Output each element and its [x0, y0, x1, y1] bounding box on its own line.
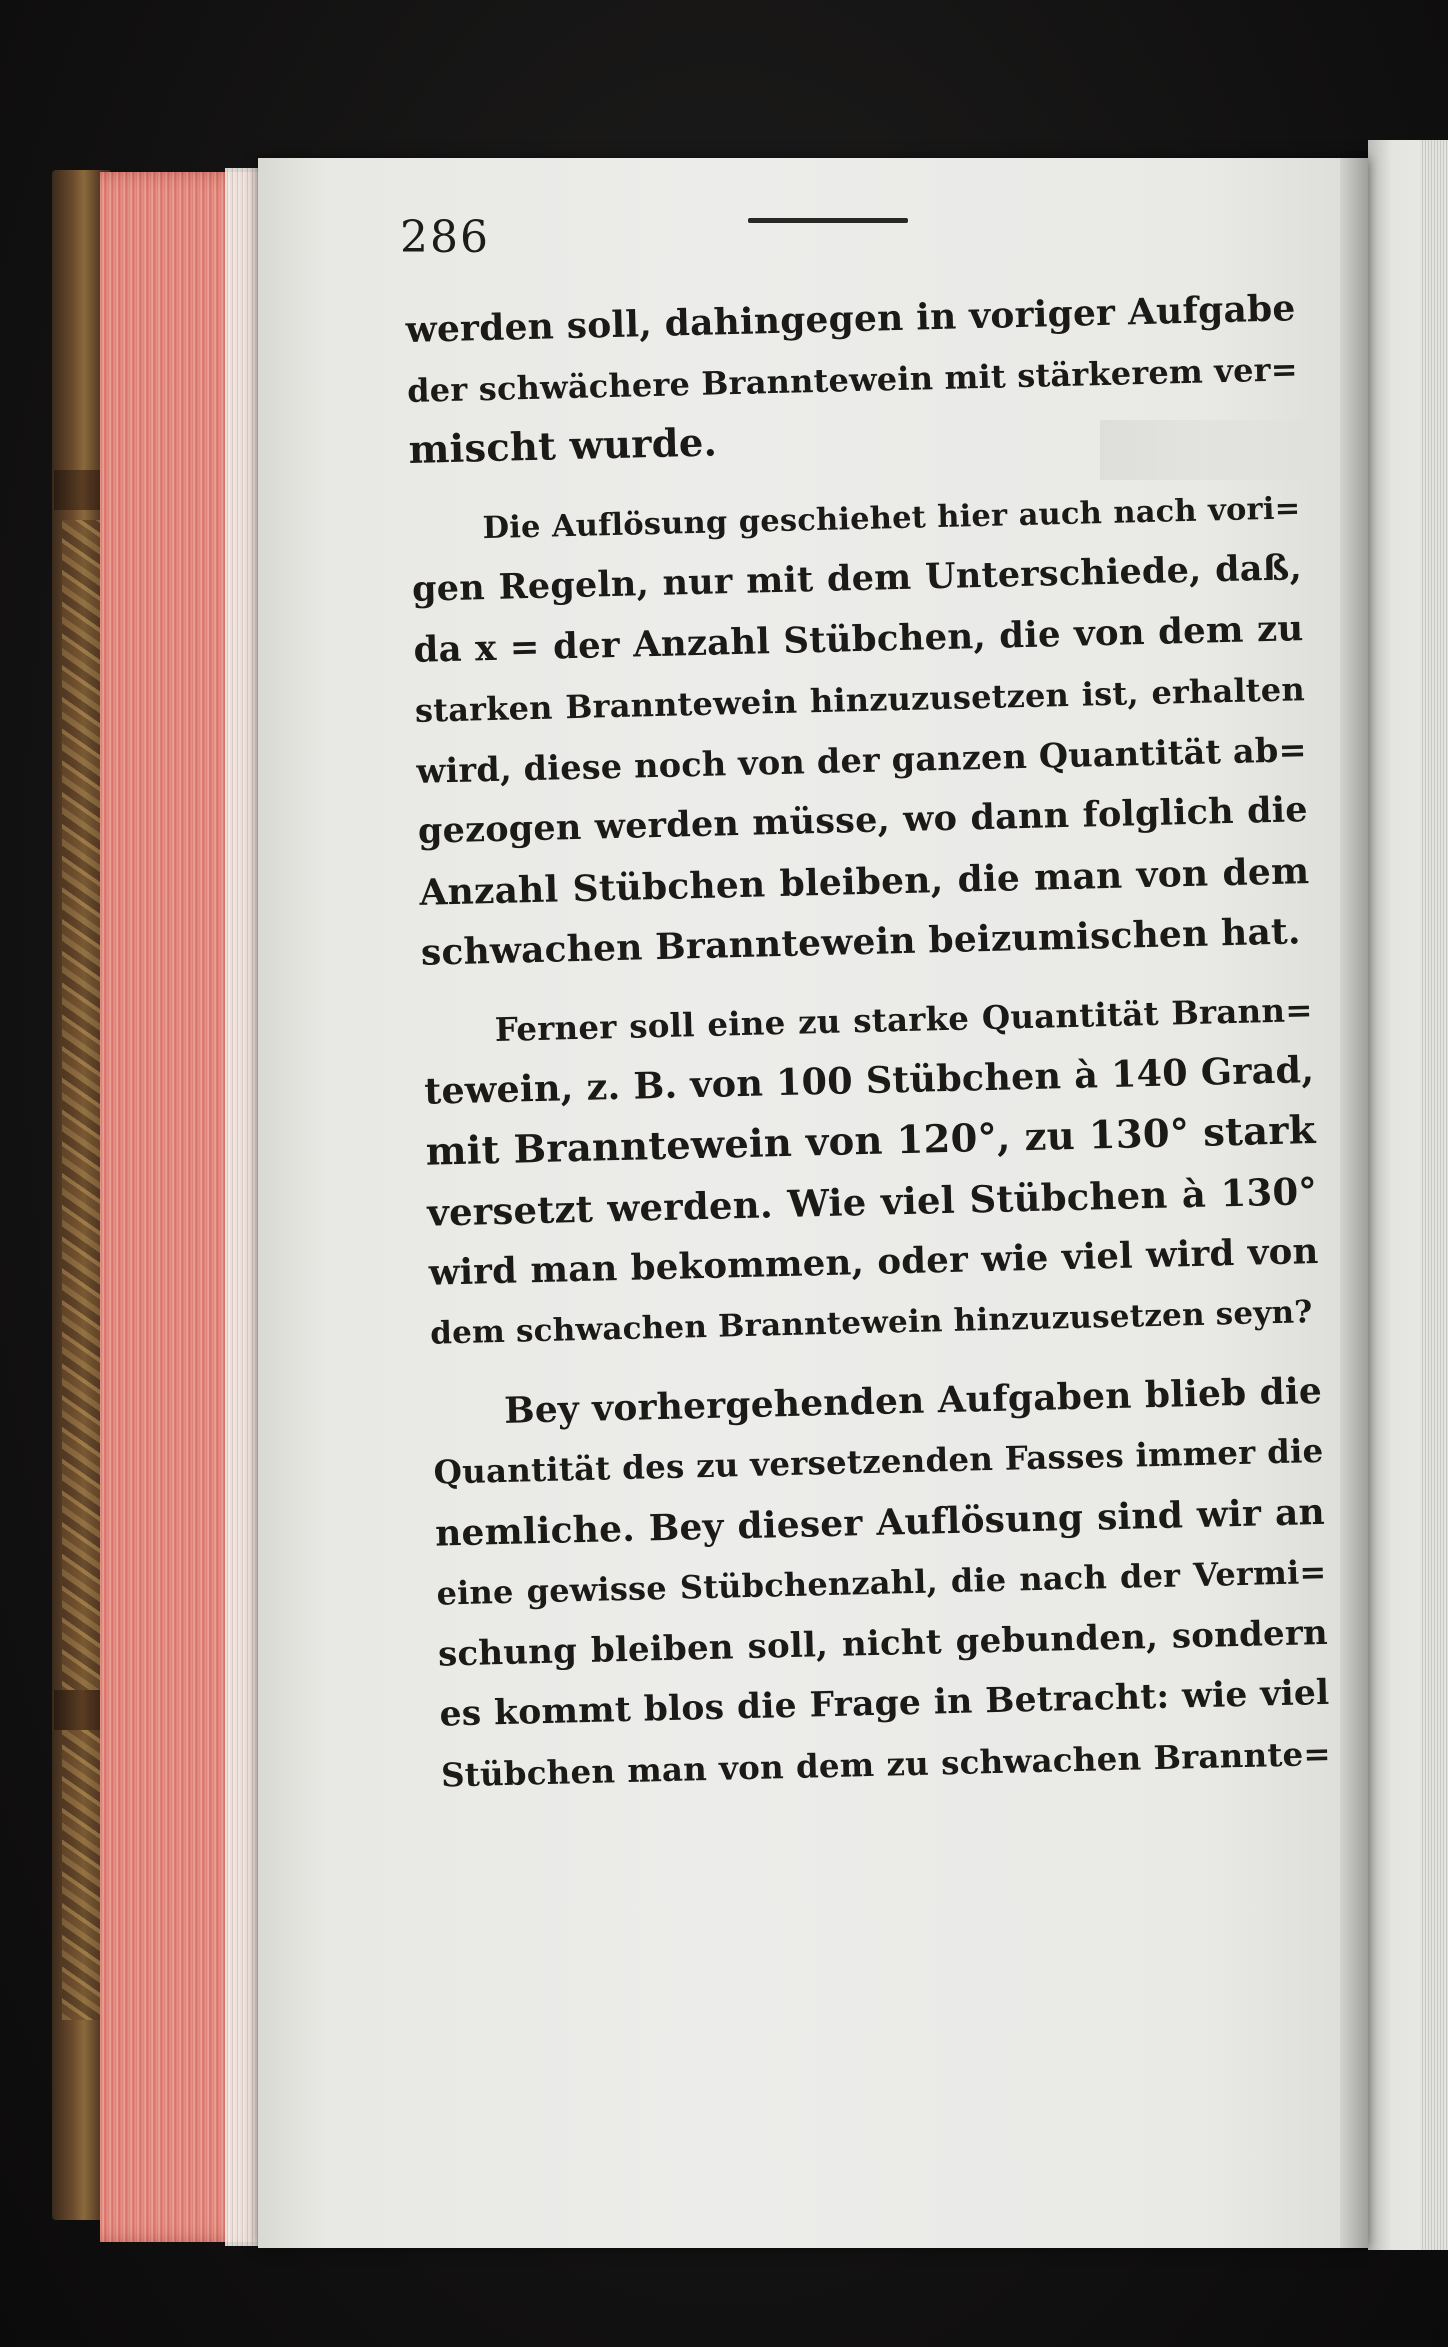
page-gutter-shadow — [1340, 150, 1368, 2250]
text-line: mit Branntewein von 120°, zu 130° stark — [425, 1107, 1317, 1175]
text-line: Die Auflösung geschiehet hier auch nach vori= — [482, 489, 1301, 546]
body-text — [405, 278, 1332, 1805]
facing-page-edges — [1420, 140, 1448, 2250]
header-rule — [748, 218, 908, 223]
text-line: wird, diese noch von der ganzen Quantität ab= — [416, 729, 1308, 791]
text-line: dem schwachen Branntewein hinzuzusetzen seyn? — [429, 1294, 1313, 1352]
text-line: werden soll, dahingegen in voriger Aufgabe — [405, 287, 1296, 351]
text-line: wird man bekommen, oder wie viel wird von — [428, 1230, 1320, 1294]
text-line: gen Regeln, nur mit dem Unterschiede, daß, — [411, 547, 1303, 610]
text-line: versetzt werden. Wie viel Stübchen à 130° — [426, 1168, 1318, 1235]
text-line: Quantität des zu versetzenden Fasses immer die — [433, 1430, 1324, 1492]
paragraph — [422, 980, 1321, 1365]
text-line: tewein, z. B. von 100 Stübchen à 140 Grad, — [423, 1048, 1315, 1113]
text-line: Anzahl Stübchen bleiben, die man von dem — [418, 849, 1310, 914]
marbled-cover-pattern — [62, 520, 102, 2020]
paragraph — [410, 478, 1312, 984]
text-line: Bey vorhergehenden Aufgaben blieb die — [503, 1369, 1323, 1432]
text-line: der schwächere Branntewein mit stärkerem ver= — [406, 349, 1299, 410]
text-line: starken Branntewein hinzuzusetzen ist, erhalten — [414, 670, 1306, 730]
text-line: schwachen Branntewein beizumischen hat. — [420, 910, 1302, 974]
text-line: gezogen werden müsse, wo dann folglich die — [417, 789, 1309, 852]
paragraph — [431, 1360, 1331, 1805]
paragraph — [405, 278, 1299, 481]
text-line: eine gewisse Stübchenzahl, die nach der Vermi= — [436, 1552, 1327, 1613]
text-line: Stübchen man von dem zu schwachen Brannte= — [440, 1733, 1332, 1795]
text-line: Ferner soll eine zu starke Quantität Brann= — [494, 989, 1314, 1049]
text-line: da x = der Anzahl Stübchen, die von dem zu — [413, 607, 1304, 671]
text-line: es kommt blos die Frage in Betracht: wie viel — [439, 1672, 1330, 1735]
text-line: schung bleiben soll, nicht gebunden, sondern — [437, 1612, 1329, 1675]
text-line: mischt wurde. — [408, 420, 718, 473]
page-number: 286 — [400, 212, 490, 263]
text-line: nemliche. Bey dieser Auflösung sind wir an — [434, 1490, 1326, 1555]
